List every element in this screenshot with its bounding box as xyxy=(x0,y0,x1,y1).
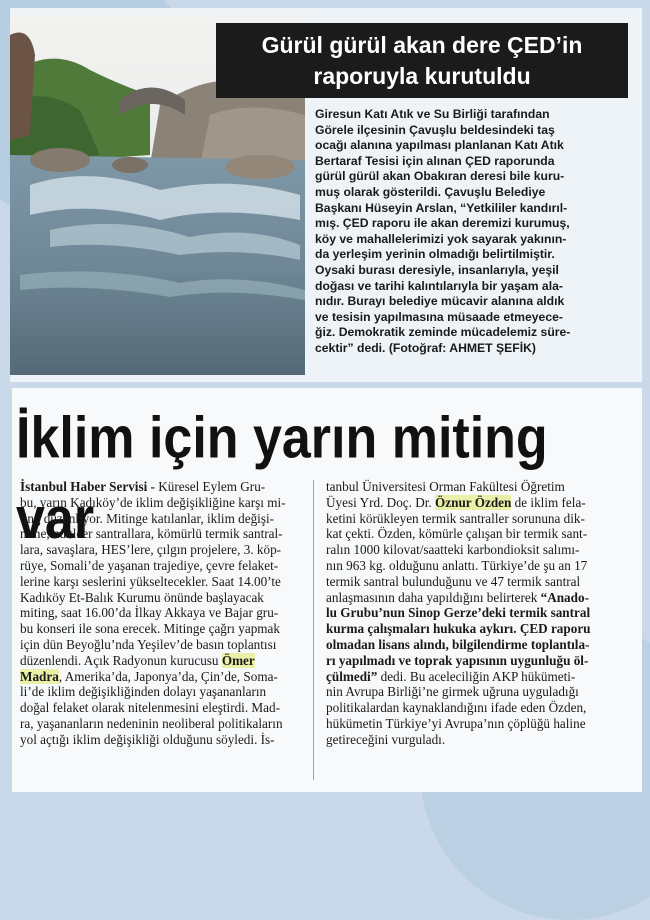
body-line xyxy=(326,495,610,511)
body-line: mış. ÇED raporu ile akan deremizi kurumuş, xyxy=(315,216,570,231)
body-line: nin Avrupa Birliği’ne girmek uğruna uyguladığı xyxy=(326,684,579,700)
body-line: termik santral bulunduğunu ve 47 termik santral xyxy=(326,573,581,589)
body-line: politikalardan kaynaklandığını ifade eden Özden, xyxy=(326,700,587,716)
quote-text: “Anado- xyxy=(540,589,589,605)
highlighted-name: Öznur Özden xyxy=(435,494,512,510)
body-text: , Amerika’da, Japonya’da, Çin’de, Soma- xyxy=(58,668,278,684)
body-line: Oysaki burası deresiyle, insanlarıyla, yeşil xyxy=(315,262,559,277)
body-line: köy ve mahallelerimizi yok sayarak yakının- xyxy=(315,231,567,246)
body-text: anlaşmasının daha yapıldığını belirterek xyxy=(326,589,541,605)
body-line: ve tesisin yapılmasına müsaade etmeyece- xyxy=(315,309,563,324)
quote-text: olmadan lisans alındı, bilgilendirme toplantıla- xyxy=(326,636,590,652)
body-line: Giresun Katı Atık ve Su Birliği tarafından xyxy=(315,107,550,121)
body-line: Bertaraf Tesisi için alınan ÇED raporunda xyxy=(315,153,555,168)
body-line: doğası ve tarihi kalıntılarıyla bir yaşam ala- xyxy=(315,278,563,293)
article-column xyxy=(20,479,302,748)
body-line: doğal felaket olarak nitelenmesini eleştirdi. Mad- xyxy=(20,700,280,716)
body-line: ra, yaşananların nedeninin neoliberal politikaların xyxy=(20,715,283,731)
highlighted-name: Madra xyxy=(20,668,59,684)
body-line: li’de iklim değişikliğinden dolayı yaşananların xyxy=(20,684,267,700)
body-line: Başkanı Hüseyin Arslan, “Yetkililer kandırıl- xyxy=(315,200,568,215)
body-line: lara, savaşlara, HES’lere, çılgın projelere, 3. köp- xyxy=(20,542,282,558)
body-line: yol açtığı iklim değişikliği olduğunu söyledi. İs- xyxy=(20,731,275,747)
article-headline: İklim için yarın miting var xyxy=(16,405,548,552)
body-line: muş olarak gösterildi. Çavuşlu Belediye xyxy=(315,184,546,199)
headline-line: Gürül gürül akan dere ÇED’in xyxy=(261,31,583,58)
body-line: için dün Beyoğlu’nda Yeşilev’de basın toplantısı xyxy=(20,636,277,652)
body-text: de iklim fela- xyxy=(511,494,586,510)
body-line: nın 963 kg. olduğunu anlattı. Türkiye’de şu an 17 xyxy=(326,557,588,573)
body-text: Küresel Eylem Gru- xyxy=(154,479,266,494)
column-divider xyxy=(313,480,314,780)
article-headline xyxy=(216,23,628,98)
quote-text: kurma çalışmaları hukuka aykırı. ÇED raporu xyxy=(326,621,591,637)
body-line: ketini körükleyen termik santraller sorununa dik- xyxy=(326,510,585,526)
body-line: ğiz. Demokratik zeminde mücadelemiz süre- xyxy=(315,325,571,340)
body-line: cektir” dedi. (Fotoğraf: AHMET ŞEFİK) xyxy=(315,340,536,355)
quote-text: çülmedi” xyxy=(326,668,378,684)
article-body xyxy=(315,107,635,357)
body-line xyxy=(326,621,610,637)
quote-text: rı yapılmadı ve toprak yapısının uygunluğu öl- xyxy=(326,652,589,668)
body-line: mine, nükleer santrallara, kömürlü termik santral- xyxy=(20,526,283,542)
body-line: kat çekti. Özden, kömürle çalışan bir termik sant- xyxy=(326,526,588,542)
quote-text: lu Grubu’nun Sinop Gerze’deki termik santral xyxy=(326,605,591,621)
body-line: miting, saat 16.00’da İlkay Akkaya ve Bajar gru- xyxy=(20,605,279,621)
body-line xyxy=(326,590,610,606)
body-line xyxy=(326,669,610,685)
article-column xyxy=(326,479,610,748)
body-line xyxy=(20,479,302,495)
body-line xyxy=(326,653,610,669)
body-line: ting düzenliyor. Mitinge katılanlar, iklim değişi- xyxy=(20,510,275,526)
body-line xyxy=(20,653,302,669)
byline: İstanbul Haber Servisi - xyxy=(20,479,155,494)
body-line: nıdır. Burayı belediye mücavir alanına aldık xyxy=(315,294,565,309)
body-line: hükümetin Türkiye’yi Avrupa’nın çöplüğü haline xyxy=(326,715,586,731)
body-line xyxy=(326,637,610,653)
body-line: da yerleşim yerinin olmadığı belirtilmiştir. xyxy=(315,247,555,262)
body-line: Kadıköy Et-Balık Kurumu önünde başlayacak xyxy=(20,589,264,605)
body-line: rüye, Somali’de yaşanan trajediye, çevre felaket- xyxy=(20,557,279,573)
body-line xyxy=(20,669,302,685)
body-line xyxy=(326,605,610,621)
body-line: getireceğini vurguladı. xyxy=(326,731,446,747)
body-line: bu konseri ile sona erecek. Mitinge çağrı yapmak xyxy=(20,621,280,637)
body-line: ralın 1000 kilovat/saatteki karbondioksit salımı- xyxy=(326,542,580,558)
body-line: tanbul Üniversitesi Orman Fakültesi Öğretim xyxy=(326,479,565,494)
body-line: lerine karşı seslerini yükseltecekler. Saat 14.00’te xyxy=(20,573,281,589)
body-line: ocağı alanına yapılması planlanan Katı Atık xyxy=(315,138,564,153)
body-text: dedi. Bu aceleciliğin AKP hükümeti- xyxy=(377,668,576,684)
body-line: gürül gürül akan Obakıran deresi bile kuru- xyxy=(315,169,565,184)
body-line: Görele ilçesinin Çavuşlu beldesindeki taş xyxy=(315,122,555,137)
body-text: Üyesi Yrd. Doç. Dr. xyxy=(326,494,436,510)
highlighted-name: Ömer xyxy=(221,652,255,668)
headline-line: raporuyla kurutuldu xyxy=(313,62,531,89)
body-text: düzenlendi. Açık Radyonun kurucusu xyxy=(20,652,222,668)
body-line: bu, yarın Kadıköy’de iklim değişikliğine karşı mi- xyxy=(20,494,286,510)
